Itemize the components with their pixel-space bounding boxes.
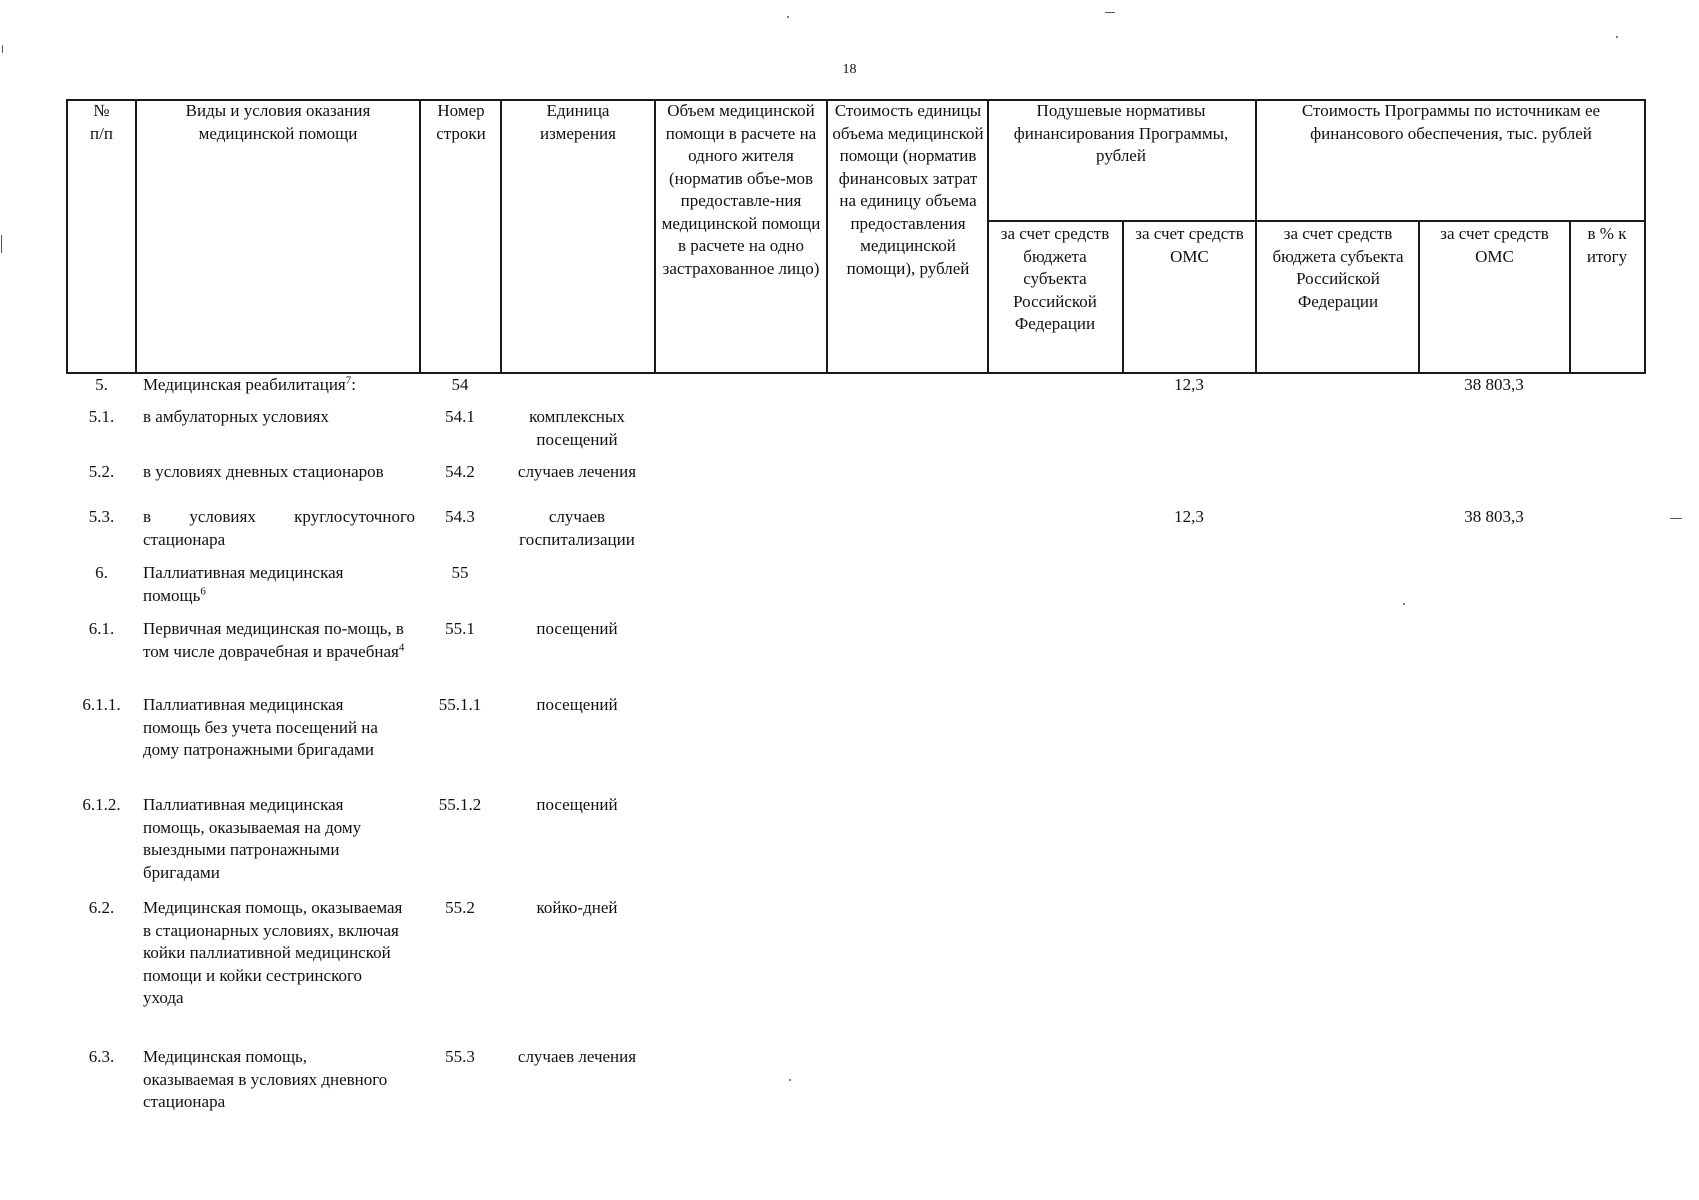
row-line: 55 [451,563,469,582]
row-cost-oms: 38 803,3 [1464,507,1524,526]
scan-speck [1,235,2,253]
scan-speck [2,45,3,53]
row-num: 5.3. [88,507,115,526]
header-cost-oms: за счет средств ОМС [1440,224,1549,266]
row-cost-oms: 38 803,3 [1464,375,1524,394]
row-line: 54.2 [445,462,475,481]
row-line: 55.2 [445,898,475,917]
col-divider-10 [1569,220,1571,374]
header-volume: Объем медицинской помощи в расчете на одного жителя (норматив объе-мов предоставле-ния медицинской помощи в расчете на одно застрахованное лицо) [661,101,821,278]
header-num: № п/п [90,101,113,143]
scan-speck [789,1079,791,1081]
row-line: 54.3 [445,507,475,526]
header-unit-cost: Стоимость единицы объема медицинской помощи (норматив финансовых затрат на единицу объема предоставления медицинской помощи), рублей [832,101,984,278]
norms-subheader-divider [987,220,1646,222]
row-footnote: 7 [345,374,352,387]
header-cost-percent: в % к итогу [1586,224,1628,266]
header-norms-budget: за счет средств бюджета субъекта Российской Федерации [1000,224,1110,333]
row-unit: случаев лечения [517,1047,637,1066]
row-line: 55.3 [445,1047,475,1066]
row-num: 5.2. [88,462,115,481]
row-name [143,506,415,551]
header-unit: Единица измерения [540,101,616,143]
row-unit: койко-дней [536,898,618,917]
row-line: 55.1 [445,619,475,638]
scan-speck [787,16,789,18]
row-name: Паллиативная медицинская помощь без учета посещений на дому патронажными бригадами [143,695,378,759]
row-name-text: Медицинская реабилитация [143,375,346,394]
row-name: в условиях дневных стационаров [143,462,384,481]
header-line-number: Номер строки [436,101,486,143]
row-unit: посещений [536,795,618,814]
col-divider-11 [1644,99,1646,374]
row-name-text: в условиях круглосуточного стационара [143,507,415,549]
row-unit: случаев лечения [517,462,637,481]
row-unit: посещений [536,619,618,638]
col-divider-2 [419,99,421,374]
header-per-capita-norms: Подушевые нормативы финансирования Программы, рублей [1013,101,1229,165]
row-line: 55.1.1 [438,695,482,714]
scan-speck [1403,603,1405,605]
col-divider-6 [987,99,989,374]
col-divider-5 [826,99,828,374]
col-divider-7 [1122,220,1124,374]
row-unit: случаев госпитализации [519,507,635,549]
col-divider-8 [1255,99,1257,374]
row-num: 6.3. [88,1047,115,1066]
header-cost-budget: за счет средств бюджета субъекта Российской Федерации [1272,224,1404,311]
header-types: Виды и условия оказания медицинской помощи [185,101,371,143]
row-name [143,562,405,607]
row-name-text: Паллиативная медицинская помощь [143,563,344,605]
row-name-text: Первичная медицинская по-мощь, в том числе доврачебная и врачебная [143,619,404,661]
row-footnote: 6 [200,584,206,597]
row-num: 6. [95,563,108,582]
row-norm-oms: 12,3 [1174,507,1204,526]
row-num: 6.2. [88,898,115,917]
row-name: Паллиативная медицинская помощь, оказываемая на дому выездными патронажными бригадами [143,795,362,882]
row-line: 55.1.2 [438,795,482,814]
row-num: 6.1.2. [82,795,121,814]
col-divider-4 [654,99,656,374]
row-norm-oms: 12,3 [1174,375,1204,394]
row-num: 6.1.1. [82,695,121,714]
row-unit: посещений [536,695,618,714]
scan-speck [1670,518,1682,519]
row-line: 54 [451,375,469,394]
col-divider-3 [500,99,502,374]
row-name-suffix: : [351,375,356,394]
row-num: 5.1. [88,407,115,426]
row-name [143,618,415,663]
row-name: Медицинская помощь, оказываемая в стационарных условиях, включая койки паллиативной медицинской помощи и койки сестринского ухода [143,898,403,1007]
row-name: в амбулаторных условиях [143,407,329,426]
header-norms-oms: за счет средств ОМС [1135,224,1244,266]
row-footnote: 4 [398,640,405,653]
row-num: 5. [95,375,108,394]
col-divider-9 [1418,220,1420,374]
scan-speck [1105,12,1115,13]
col-divider-1 [135,99,137,374]
row-unit: комплексных посещений [529,407,625,449]
row-line: 54.1 [445,407,475,426]
row-name [143,374,415,397]
page-number: 18 [842,62,857,77]
row-name: Медицинская помощь, оказываемая в условиях дневного стационара [143,1047,388,1111]
header-program-cost: Стоимость Программы по источникам ее финансового обеспечения, тыс. рублей [1301,101,1601,143]
row-num: 6.1. [88,619,115,638]
scan-speck [1616,36,1618,38]
